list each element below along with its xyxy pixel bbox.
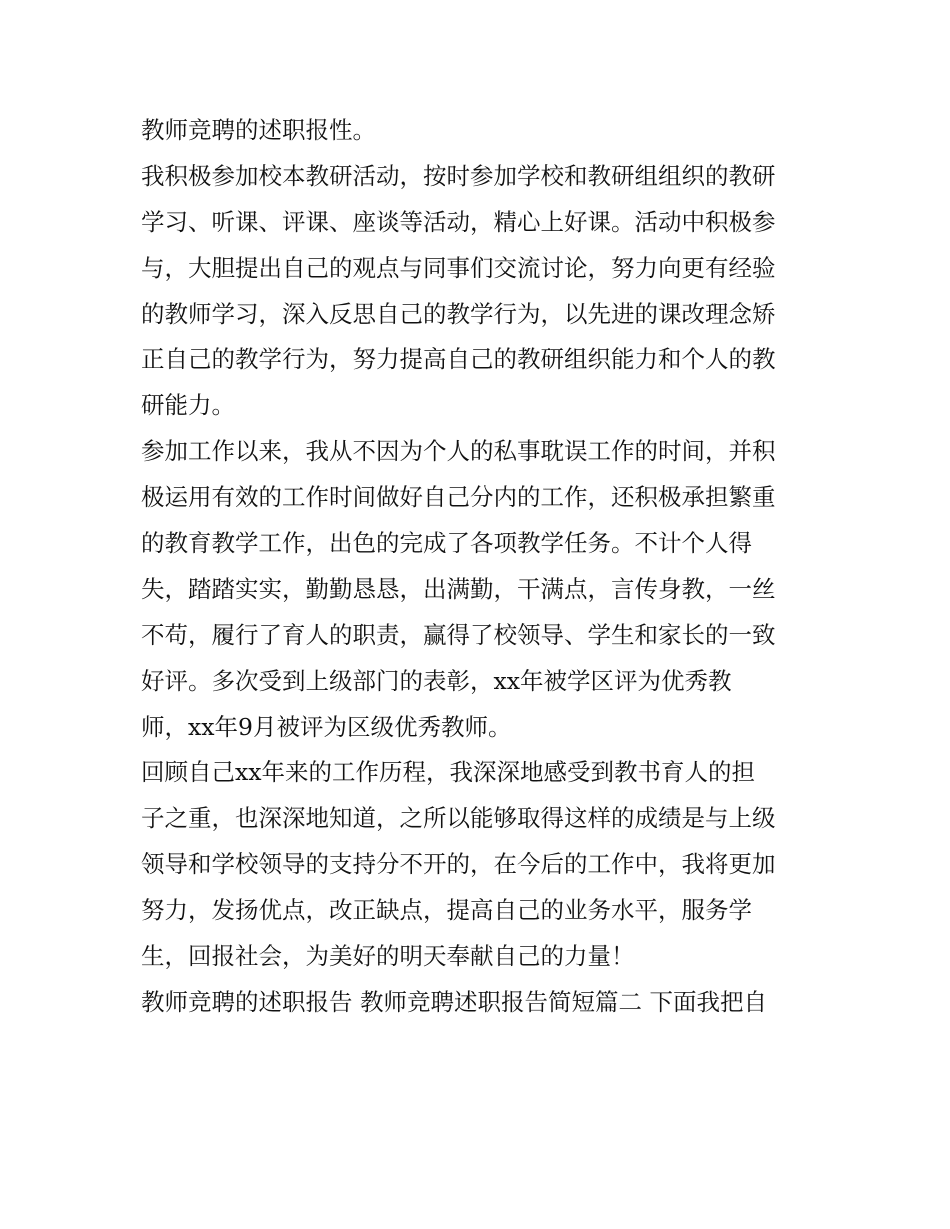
- text-line: 回顾自己xx年来的工作历程，我深深地感受到教书育人的担: [141, 758, 756, 787]
- text-line: 生，回报社会，为美好的明天奉献自己的力量！: [141, 942, 635, 971]
- text-line: 研能力。: [141, 391, 235, 420]
- text-line: 失，踏踏实实，勤勤恳恳，出满勤，干满点，言传身教，一丝: [141, 574, 776, 603]
- text-line: 好评。多次受到上级部门的表彰，xx年被学区评为优秀教: [141, 666, 732, 695]
- text-line: 努力，发扬优点，改正缺点，提高自己的业务水平，服务学: [141, 896, 752, 925]
- text-line: 与，大胆提出自己的观点与同事们交流讨论，努力向更有经验: [141, 253, 776, 282]
- text-line: 极运用有效的工作时间做好自己分内的工作，还积极承担繁重: [141, 483, 776, 512]
- text-line: 参加工作以来，我从不因为个人的私事耽误工作的时间，并积: [141, 437, 776, 466]
- text-line: 领导和学校领导的支持分不开的，在今后的工作中，我将更加: [141, 850, 776, 879]
- text-line: 学习、听课、评课、座谈等活动，精心上好课。活动中积极参: [141, 207, 776, 236]
- text-line: 我积极参加校本教研活动，按时参加学校和教研组组织的教研: [141, 161, 776, 190]
- text-line: 不苟，履行了育人的职责，赢得了校领导、学生和家长的一致: [141, 620, 776, 649]
- text-line: 教师竞聘的述职报性。: [141, 116, 376, 144]
- text-line: 正自己的教学行为，努力提高自己的教研组织能力和个人的教: [141, 345, 776, 374]
- text-line: 的教育教学工作，出色的完成了各项教学任务。不计个人得: [141, 529, 752, 558]
- document-body: [141, 108, 821, 1026]
- text-line: 教师竞聘的述职报告 教师竞聘述职报告简短篇二 下面我把自: [141, 987, 767, 1016]
- text-line: 师，xx年9月被评为区级优秀教师。: [141, 712, 512, 741]
- text-line: 的教师学习，深入反思自己的教学行为，以先进的课改理念矫: [141, 299, 776, 328]
- text-line: 子之重，也深深地知道，之所以能够取得这样的成绩是与上级: [141, 804, 776, 833]
